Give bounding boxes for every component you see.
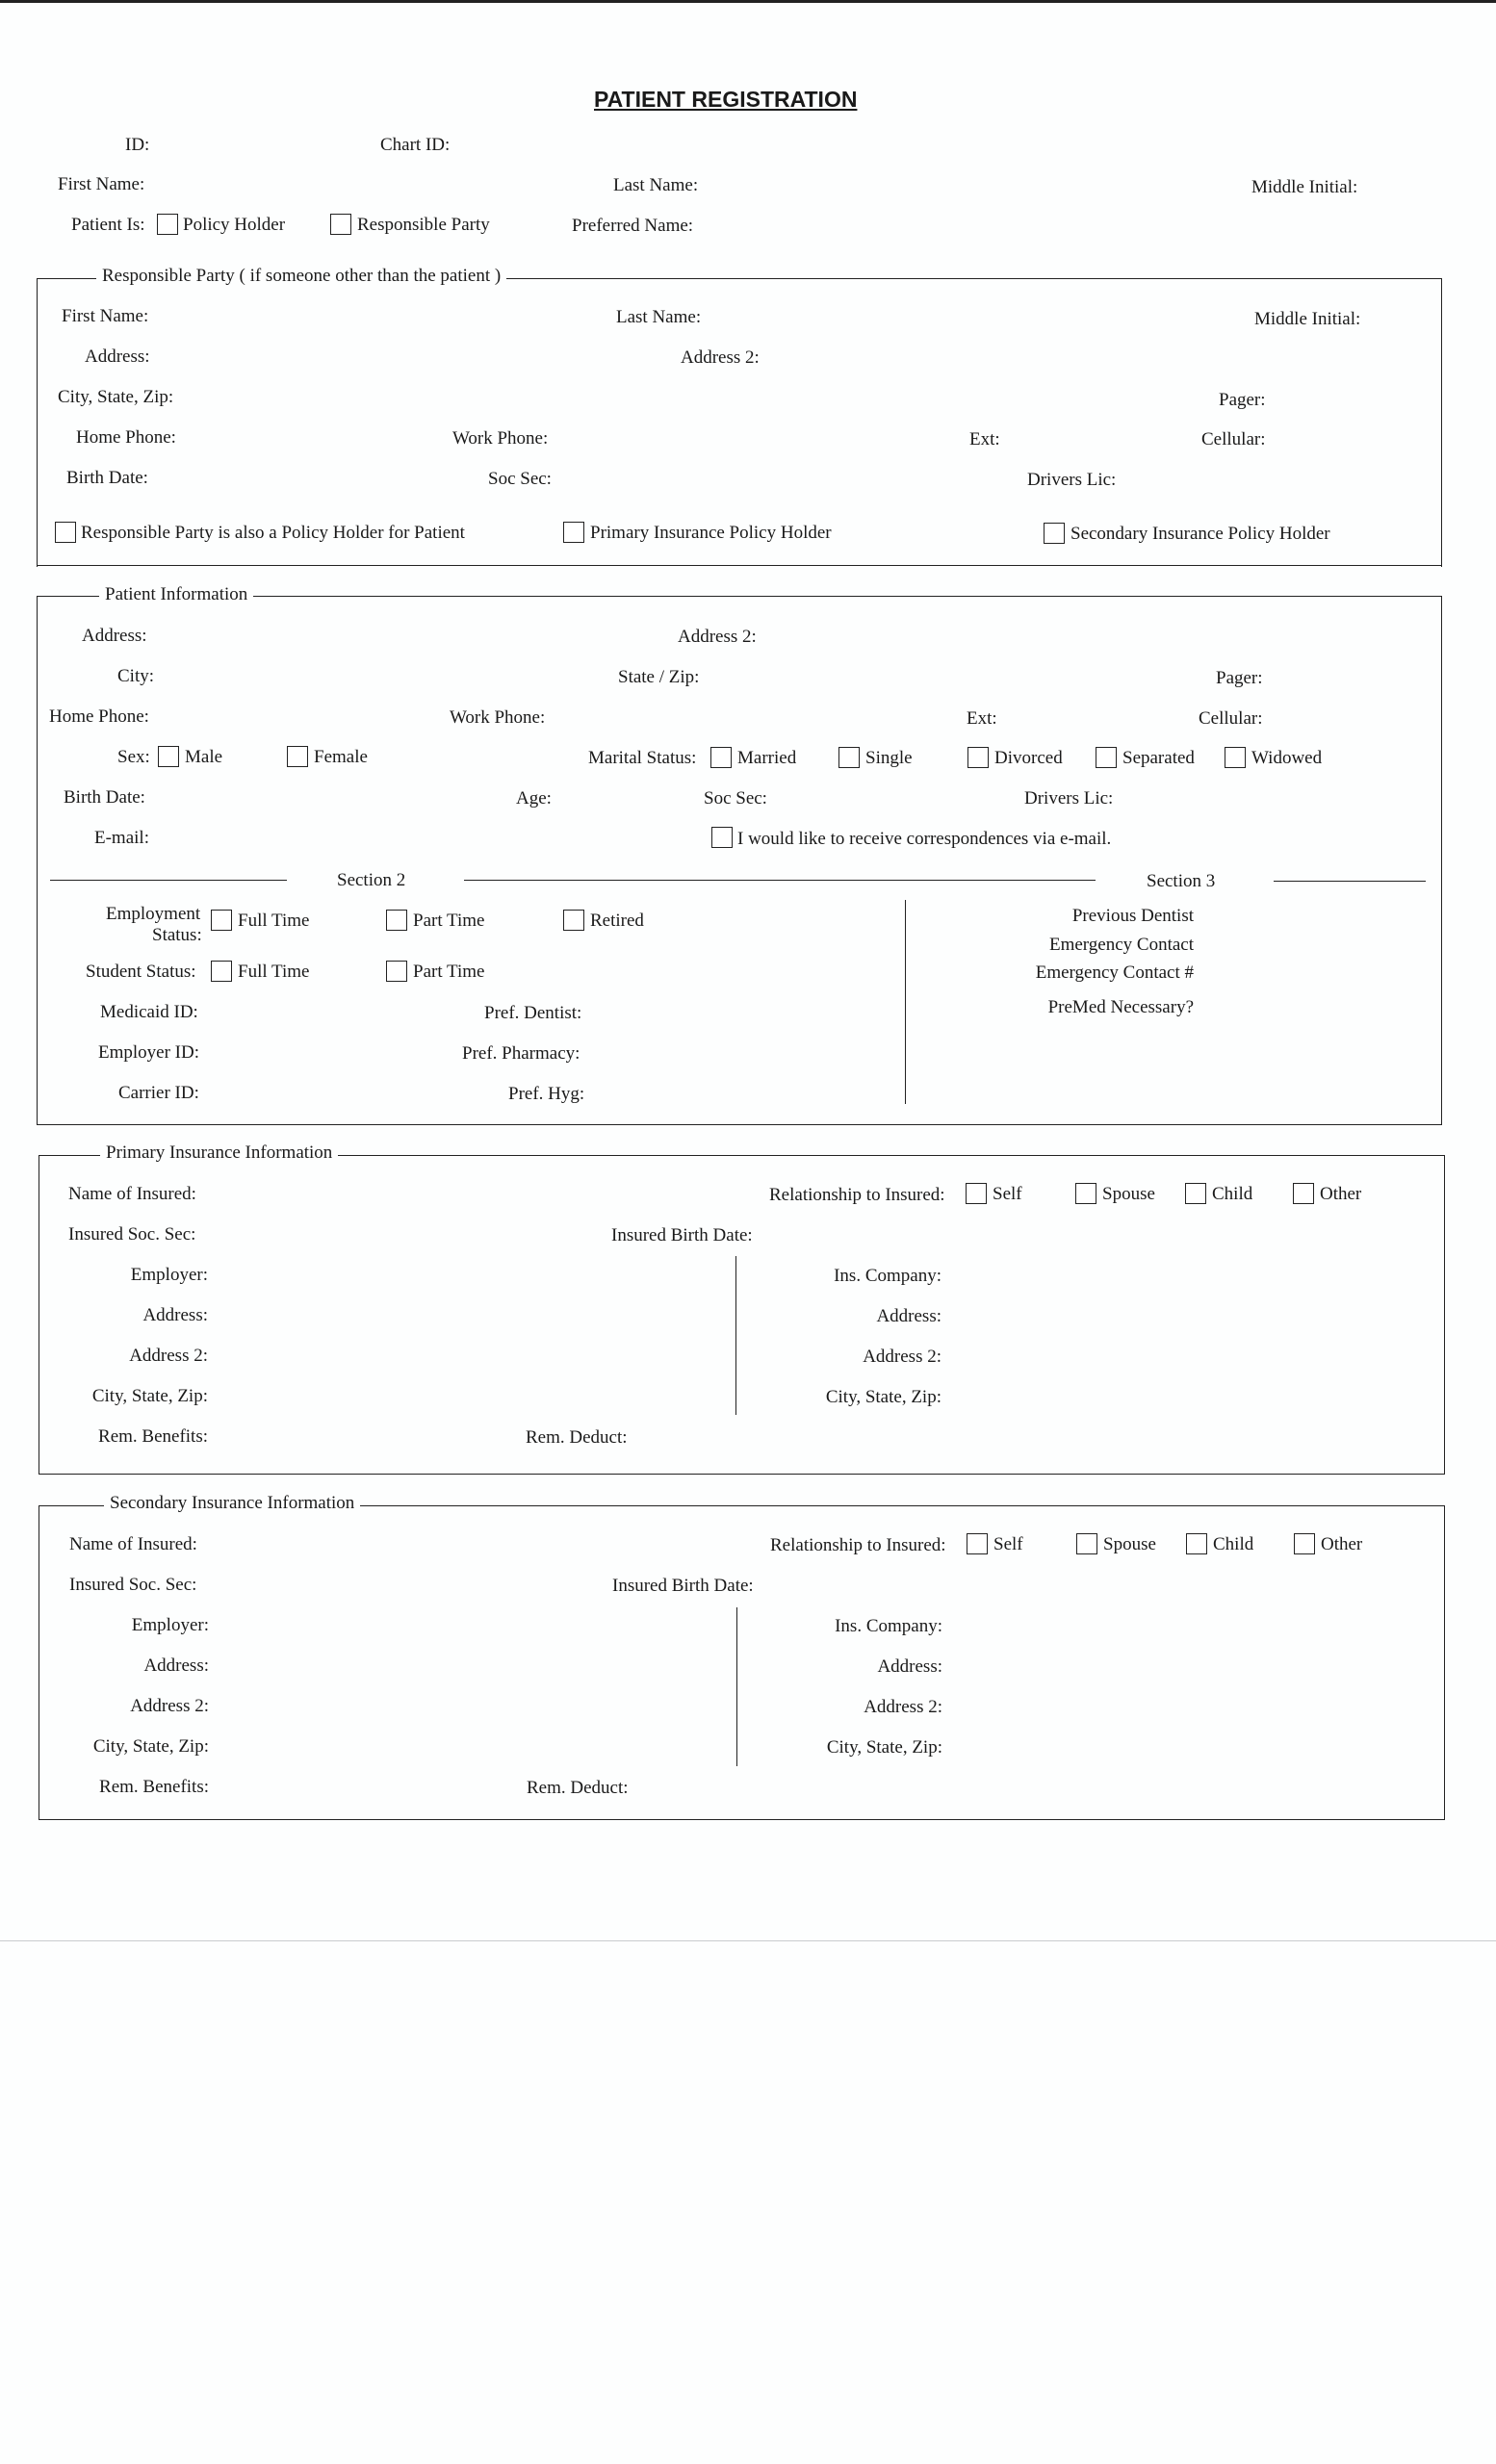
- employment-part-time-label: Part Time: [413, 911, 485, 931]
- section3-rule-right: [1274, 881, 1426, 882]
- sec-address-label: Address:: [143, 1656, 209, 1676]
- pri-self-checkbox[interactable]: [966, 1183, 987, 1204]
- separated-checkbox[interactable]: [1096, 747, 1117, 768]
- student-full-time-checkbox[interactable]: [211, 961, 232, 982]
- rp-first-name-label: First Name:: [62, 306, 149, 326]
- employment-full-time-checkbox[interactable]: [211, 910, 232, 931]
- sec-relationship-label: Relationship to Insured:: [770, 1535, 946, 1555]
- employment-retired-checkbox[interactable]: [563, 910, 584, 931]
- section2-rule-right: [464, 880, 1096, 881]
- sec-ins-address-label: Address:: [877, 1656, 942, 1677]
- carrier-id-label: Carrier ID:: [118, 1083, 199, 1103]
- pt-state-zip-label: State / Zip:: [618, 667, 700, 687]
- sec-rem-deduct-label: Rem. Deduct:: [527, 1778, 629, 1798]
- rp-drivers-lic-label: Drivers Lic:: [1027, 470, 1117, 490]
- email-optin-label: I would like to receive correspondences via e-mail.: [737, 829, 1112, 849]
- pref-dentist-label: Pref. Dentist:: [484, 1003, 582, 1023]
- rp-pager-label: Pager:: [1219, 390, 1266, 410]
- secondary-insurance-legend: Secondary Insurance Information: [104, 1493, 360, 1514]
- single-label: Single: [865, 748, 913, 768]
- sec-insured-birth-date-label: Insured Birth Date:: [612, 1576, 754, 1596]
- patient-information-legend: Patient Information: [99, 584, 253, 605]
- emergency-contact-number-label: Emergency Contact #: [1035, 962, 1194, 983]
- page-fold-line: [0, 1940, 1496, 1941]
- page-top-edge: [0, 0, 1496, 3]
- section2-heading: Section 2: [337, 870, 406, 890]
- sec-ins-address2-label: Address 2:: [864, 1697, 942, 1717]
- rp-work-phone-label: Work Phone:: [452, 428, 549, 449]
- first-name-label: First Name:: [58, 174, 145, 194]
- rp-also-policy-holder-label: Responsible Party is also a Policy Holder for Patient: [81, 523, 465, 543]
- pt-work-phone-label: Work Phone:: [450, 707, 546, 728]
- section3-heading: Section 3: [1147, 871, 1216, 891]
- male-checkbox[interactable]: [158, 746, 179, 767]
- sec-ins-city-state-zip-label: City, State, Zip:: [826, 1737, 942, 1758]
- pref-hyg-label: Pref. Hyg:: [508, 1084, 585, 1104]
- pri-ins-address2-label: Address 2:: [863, 1347, 941, 1367]
- sec-insured-soc-sec-label: Insured Soc. Sec:: [69, 1575, 197, 1595]
- pt-sex-label: Sex:: [117, 747, 150, 767]
- pt-drivers-lic-label: Drivers Lic:: [1024, 788, 1114, 808]
- female-checkbox[interactable]: [287, 746, 308, 767]
- sec-self-checkbox[interactable]: [967, 1533, 988, 1554]
- email-optin-checkbox[interactable]: [711, 827, 733, 848]
- pt-address-label: Address:: [82, 626, 147, 646]
- pri-spouse-checkbox[interactable]: [1075, 1183, 1096, 1204]
- student-status-label: Student Status:: [86, 962, 196, 982]
- rp-secondary-holder-label: Secondary Insurance Policy Holder: [1070, 524, 1330, 544]
- employer-id-label: Employer ID:: [98, 1042, 200, 1063]
- sec-child-checkbox[interactable]: [1186, 1533, 1207, 1554]
- sec-other-checkbox[interactable]: [1294, 1533, 1315, 1554]
- sec-name-of-insured-label: Name of Insured:: [69, 1534, 197, 1554]
- marital-status-label: Marital Status:: [588, 748, 697, 768]
- section-divider: [905, 900, 906, 1104]
- pri-rem-benefits-label: Rem. Benefits:: [98, 1426, 208, 1447]
- pref-pharmacy-label: Pref. Pharmacy:: [462, 1043, 580, 1064]
- sec-spouse-label: Spouse: [1103, 1534, 1156, 1554]
- pri-ins-city-state-zip-label: City, State, Zip:: [825, 1387, 941, 1407]
- pri-child-label: Child: [1212, 1184, 1253, 1204]
- responsible-party-label: Responsible Party: [357, 215, 490, 235]
- rp-address-label: Address:: [85, 346, 150, 367]
- responsible-party-legend: Responsible Party ( if someone other than the patient ): [96, 266, 506, 287]
- pt-age-label: Age:: [516, 788, 552, 808]
- male-label: Male: [185, 747, 223, 767]
- pri-city-state-zip-label: City, State, Zip:: [91, 1386, 208, 1406]
- employment-full-time-label: Full Time: [238, 911, 310, 931]
- section2-rule-left: [50, 880, 287, 881]
- sec-city-state-zip-label: City, State, Zip:: [92, 1736, 209, 1757]
- responsible-party-bottom-rule: [37, 565, 1442, 566]
- rp-soc-sec-label: Soc Sec:: [488, 469, 552, 489]
- employment-status-label-1: Employment: [106, 904, 201, 924]
- female-label: Female: [314, 747, 368, 767]
- sec-rem-benefits-label: Rem. Benefits:: [99, 1777, 209, 1797]
- divorced-checkbox[interactable]: [967, 747, 989, 768]
- separated-label: Separated: [1122, 748, 1195, 768]
- pri-self-label: Self: [993, 1184, 1022, 1204]
- patient-is-label: Patient Is:: [71, 215, 145, 235]
- rp-ext-label: Ext:: [969, 429, 1000, 449]
- pri-address2-label: Address 2:: [129, 1346, 208, 1366]
- pt-city-label: City:: [117, 666, 155, 686]
- responsible-party-checkbox[interactable]: [330, 214, 351, 235]
- employment-part-time-checkbox[interactable]: [386, 910, 407, 931]
- pri-ins-company-label: Ins. Company:: [834, 1266, 941, 1286]
- pri-other-label: Other: [1320, 1184, 1362, 1204]
- pri-ins-address-label: Address:: [876, 1306, 941, 1326]
- pri-spouse-label: Spouse: [1102, 1184, 1155, 1204]
- rp-primary-holder-label: Primary Insurance Policy Holder: [590, 523, 832, 543]
- rp-city-state-zip-label: City, State, Zip:: [58, 387, 174, 407]
- sec-other-label: Other: [1321, 1534, 1363, 1554]
- pri-other-checkbox[interactable]: [1293, 1183, 1314, 1204]
- primary-insurance-legend: Primary Insurance Information: [100, 1142, 338, 1164]
- single-checkbox[interactable]: [838, 747, 860, 768]
- pt-birth-date-label: Birth Date:: [64, 787, 145, 808]
- page-title: PATIENT REGISTRATION: [594, 87, 858, 112]
- policy-holder-checkbox[interactable]: [157, 214, 178, 235]
- student-full-time-label: Full Time: [238, 962, 310, 982]
- pt-email-label: E-mail:: [94, 828, 149, 848]
- student-part-time-checkbox[interactable]: [386, 961, 407, 982]
- pt-address2-label: Address 2:: [678, 627, 757, 647]
- sec-address2-label: Address 2:: [130, 1696, 209, 1716]
- medicaid-id-label: Medicaid ID:: [100, 1002, 198, 1022]
- chart-id-label: Chart ID:: [380, 135, 451, 155]
- pri-name-of-insured-label: Name of Insured:: [68, 1184, 196, 1204]
- sec-spouse-checkbox[interactable]: [1076, 1533, 1097, 1554]
- pri-relationship-label: Relationship to Insured:: [769, 1185, 945, 1205]
- pri-insured-birth-date-label: Insured Birth Date:: [611, 1225, 753, 1245]
- rp-last-name-label: Last Name:: [616, 307, 702, 327]
- widowed-checkbox[interactable]: [1225, 747, 1246, 768]
- policy-holder-label: Policy Holder: [183, 215, 286, 235]
- pt-ext-label: Ext:: [967, 708, 997, 729]
- id-label: ID:: [125, 135, 150, 155]
- emergency-contact-label: Emergency Contact: [1048, 935, 1194, 955]
- employment-retired-label: Retired: [590, 911, 644, 931]
- rp-address2-label: Address 2:: [681, 347, 760, 368]
- sec-employer-label: Employer:: [131, 1615, 209, 1635]
- pt-soc-sec-label: Soc Sec:: [704, 788, 767, 808]
- last-name-label: Last Name:: [613, 175, 699, 195]
- middle-initial-label: Middle Initial:: [1251, 177, 1358, 197]
- employment-status-label-2: Status:: [152, 925, 202, 945]
- rp-secondary-holder-checkbox[interactable]: [1044, 523, 1065, 544]
- pri-rem-deduct-label: Rem. Deduct:: [526, 1427, 628, 1448]
- rp-birth-date-label: Birth Date:: [66, 468, 148, 488]
- married-label: Married: [737, 748, 797, 768]
- pri-child-checkbox[interactable]: [1185, 1183, 1206, 1204]
- pri-employer-label: Employer:: [130, 1265, 208, 1285]
- pt-cellular-label: Cellular:: [1199, 708, 1263, 729]
- rp-home-phone-label: Home Phone:: [76, 427, 176, 448]
- student-part-time-label: Part Time: [413, 962, 485, 982]
- pt-home-phone-label: Home Phone:: [49, 706, 149, 727]
- married-checkbox[interactable]: [710, 747, 732, 768]
- premed-necessary-label: PreMed Necessary?: [1047, 997, 1194, 1017]
- pri-address-label: Address:: [142, 1305, 208, 1325]
- divorced-label: Divorced: [994, 748, 1063, 768]
- sec-self-label: Self: [993, 1534, 1023, 1554]
- pt-pager-label: Pager:: [1216, 668, 1263, 688]
- rp-middle-initial-label: Middle Initial:: [1254, 309, 1361, 329]
- previous-dentist-label: Previous Dentist: [1071, 906, 1194, 926]
- rp-also-policy-holder-checkbox[interactable]: [55, 522, 76, 543]
- sec-child-label: Child: [1213, 1534, 1254, 1554]
- sec-ins-company-label: Ins. Company:: [835, 1616, 942, 1636]
- rp-primary-holder-checkbox[interactable]: [563, 522, 584, 543]
- pri-insured-soc-sec-label: Insured Soc. Sec:: [68, 1224, 196, 1245]
- widowed-label: Widowed: [1251, 748, 1323, 768]
- rp-cellular-label: Cellular:: [1201, 429, 1266, 449]
- preferred-name-label: Preferred Name:: [572, 216, 694, 236]
